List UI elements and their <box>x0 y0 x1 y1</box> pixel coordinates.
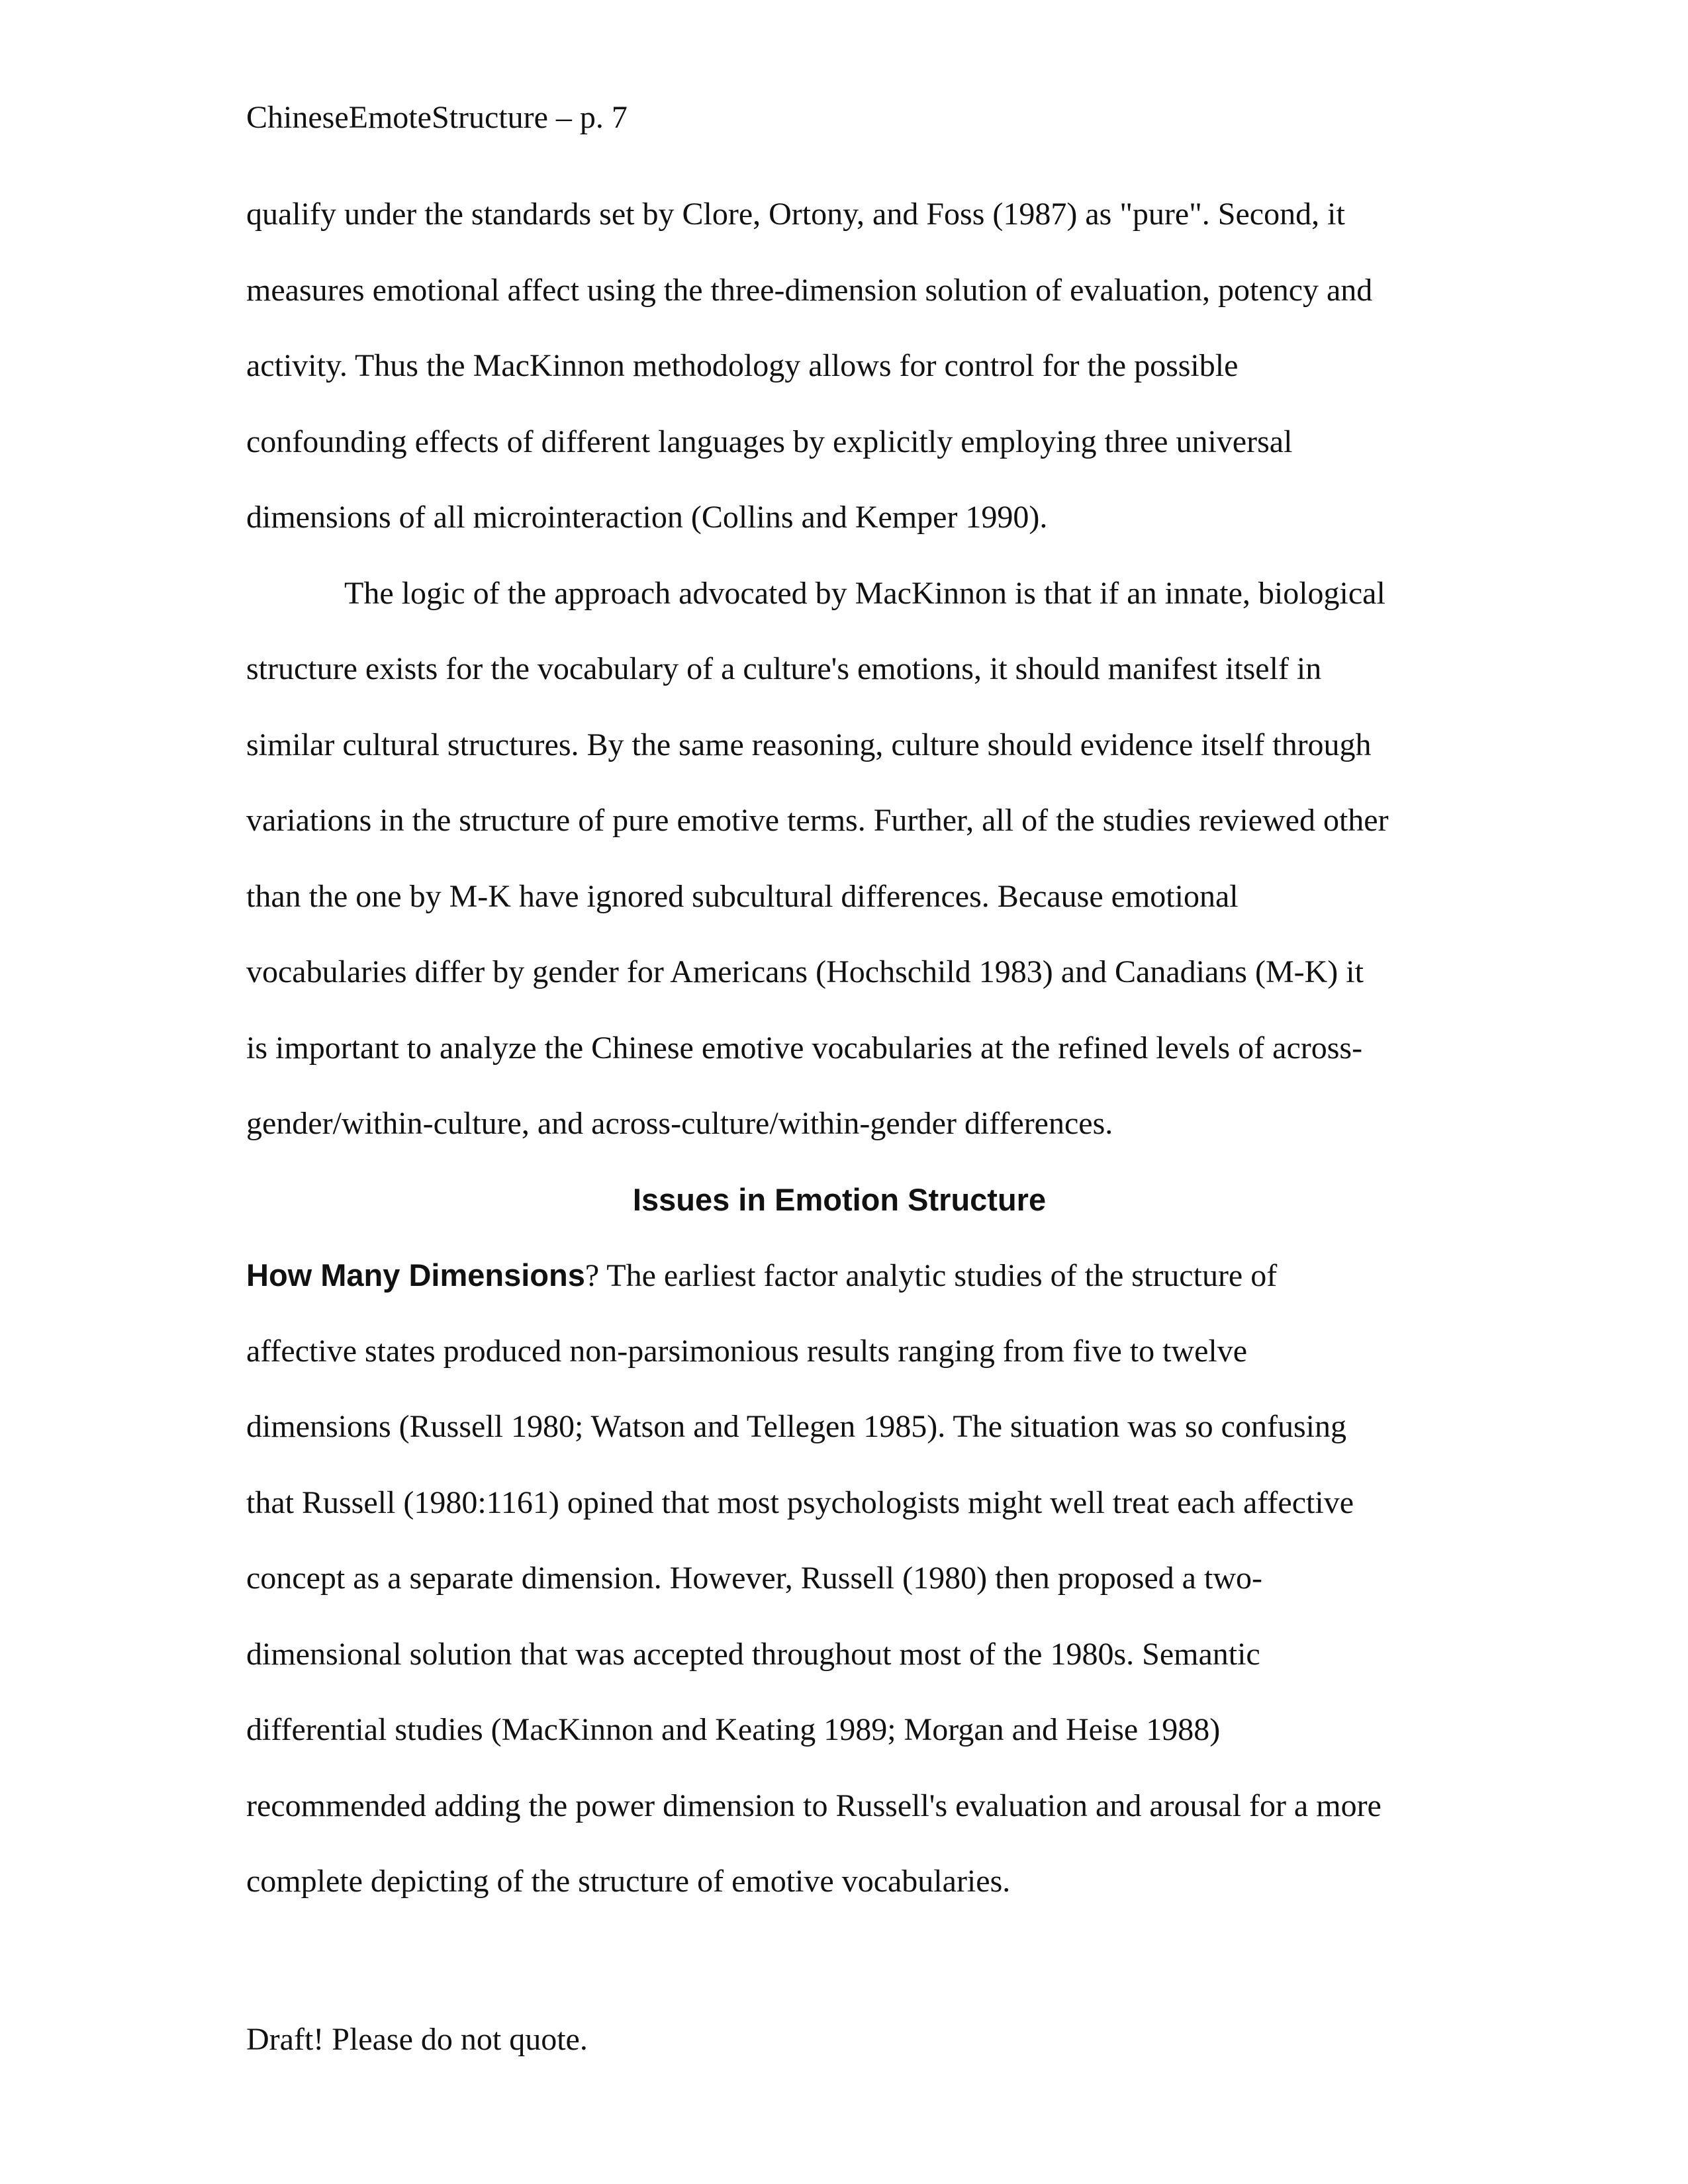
text-line: variations in the structure of pure emotive terms. Further, all of the studies reviewed other <box>246 803 1389 838</box>
text-line: measures emotional affect using the three-dimension solution of evaluation, potency and <box>246 272 1373 308</box>
footer-note: Draft! Please do not quote. <box>246 2022 588 2057</box>
text-line: vocabularies differ by gender for Americans (Hochschild 1983) and Canadians (M-K) it <box>246 954 1364 989</box>
text-line-indented: The logic of the approach advocated by MacKinnon is that if an innate, biological <box>344 575 1385 611</box>
run-in-heading: How Many Dimensions <box>246 1257 585 1293</box>
paragraph-2 <box>246 574 1464 1180</box>
paragraph-3 <box>246 1255 1464 1938</box>
paragraph-1 <box>246 195 1464 574</box>
text-line: than the one by M-K have ignored subcultural differences. Because emotional <box>246 878 1239 914</box>
text-line: gender/within-culture, and across-culture/within-gender differences. <box>246 1106 1113 1141</box>
text-line: similar cultural structures. By the same reasoning, culture should evidence itself through <box>246 727 1372 762</box>
text-line: affective states produced non-parsimonious results ranging from five to twelve <box>246 1333 1248 1369</box>
text-line: is important to analyze the Chinese emotive vocabularies at the refined levels of across- <box>246 1030 1363 1066</box>
running-header: ChineseEmoteStructure – p. 7 <box>246 100 628 135</box>
text-line-with-run-in-heading <box>246 1255 1464 1332</box>
body-text <box>246 195 1464 1938</box>
text-line: dimensions (Russell 1980; Watson and Tellegen 1985). The situation was so confusing <box>246 1409 1346 1444</box>
text-line: differential studies (MacKinnon and Keating 1989; Morgan and Heise 1988) <box>246 1712 1221 1747</box>
text-line: complete depicting of the structure of emotive vocabularies. <box>246 1864 1011 1899</box>
text-line: dimensions of all microinteraction (Collins and Kemper 1990). <box>246 500 1048 535</box>
text-line: that Russell (1980:1161) opined that most psychologists might well treat each affective <box>246 1484 1354 1520</box>
text-line: confounding effects of different languages by explicitly employing three universal <box>246 424 1293 459</box>
text-line: recommended adding the power dimension to Russell's evaluation and arousal for a more <box>246 1788 1382 1823</box>
section-heading: Issues in Emotion Structure <box>632 1181 1047 1217</box>
text-line-rest: ? The earliest factor analytic studies of the structure of <box>585 1258 1278 1293</box>
text-line: concept as a separate dimension. However, Russell (1980) then proposed a two- <box>246 1561 1262 1596</box>
text-line: dimensional solution that was accepted throughout most of the 1980s. Semantic <box>246 1636 1260 1672</box>
text-line: activity. Thus the MacKinnon methodology allows for control for the possible <box>246 348 1239 383</box>
text-line: structure exists for the vocabulary of a culture's emotions, it should manifest itself in <box>246 651 1322 686</box>
text-line: qualify under the standards set by Clore, Ortony, and Foss (1987) as "pure". Second, it <box>246 197 1345 232</box>
